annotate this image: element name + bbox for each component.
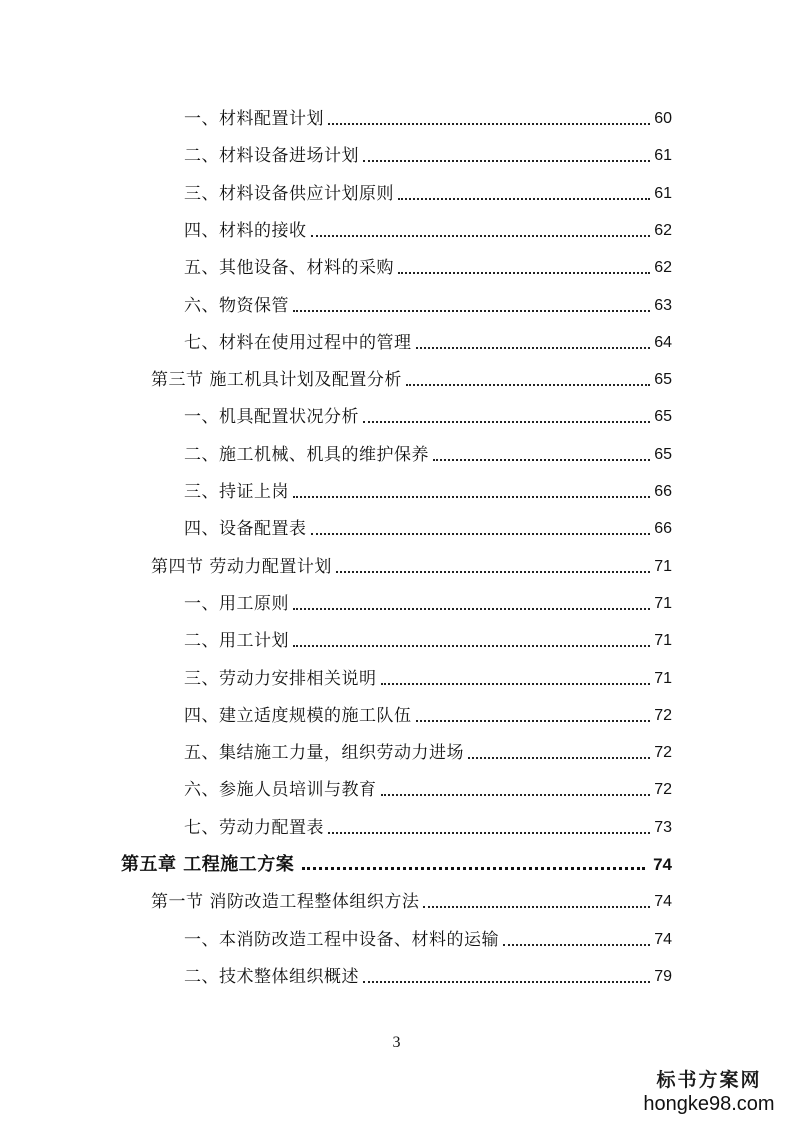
toc-section-entry[interactable] xyxy=(151,884,672,914)
toc-entry-label: 三、持证上岗 xyxy=(184,482,289,502)
toc-entry-label: 二、用工计划 xyxy=(184,631,289,652)
toc-entry-page: 71 xyxy=(654,669,672,687)
toc-section-entry[interactable] xyxy=(151,362,672,392)
toc-entry-page: 65 xyxy=(654,445,672,463)
toc-item-entry[interactable] xyxy=(184,623,672,653)
toc-entry-page: 72 xyxy=(654,781,672,799)
page-number: 3 xyxy=(392,1034,401,1051)
watermark-site-name: 标书方案网 xyxy=(656,1069,762,1091)
toc-entry-page: 62 xyxy=(654,221,672,239)
toc-item-entry[interactable] xyxy=(184,511,672,541)
toc-entry-page: 66 xyxy=(654,483,672,500)
toc-entry-page: 73 xyxy=(654,818,672,836)
toc-entry-label: 四、设备配置表 xyxy=(184,519,307,540)
watermark-logo xyxy=(639,1068,779,1116)
toc-leader-dots xyxy=(328,832,650,834)
toc-entry-label: 二、材料设备进场计划 xyxy=(184,146,359,167)
toc-item-entry[interactable] xyxy=(184,661,672,691)
toc-entry-page: 63 xyxy=(654,296,672,314)
toc-leader-dots xyxy=(293,645,650,647)
toc-entry-page: 79 xyxy=(654,967,672,985)
toc-item-entry[interactable] xyxy=(184,213,672,243)
toc-leader-dots xyxy=(433,459,650,461)
toc-entry-page: 74 xyxy=(653,855,672,874)
toc-entry-label: 四、建立适度规模的施工队伍 xyxy=(184,705,412,726)
toc-item-entry[interactable] xyxy=(184,586,672,616)
toc-item-entry[interactable] xyxy=(184,250,672,280)
toc-leader-dots xyxy=(302,867,645,870)
toc-entry-page: 61 xyxy=(654,184,672,202)
toc-entry-label: 一、机具配置状况分析 xyxy=(184,407,359,428)
toc-item-entry[interactable] xyxy=(184,437,672,467)
toc-leader-dots xyxy=(406,384,650,386)
toc-entry-page: 65 xyxy=(654,371,672,389)
toc-section-entry[interactable] xyxy=(151,549,672,579)
toc-entry-label: 二、施工机械、机具的维护保养 xyxy=(184,444,429,465)
toc-entry-label: 三、劳动力安排相关说明 xyxy=(184,668,377,689)
toc-entry-label: 七、材料在使用过程中的管理 xyxy=(184,332,412,353)
toc-entry-label: 一、用工原则 xyxy=(184,593,289,614)
toc-leader-dots xyxy=(381,794,651,796)
toc-entry-label: 第五章 工程施工方案 xyxy=(121,854,295,875)
toc-leader-dots xyxy=(416,720,651,722)
toc-item-entry[interactable] xyxy=(184,698,672,728)
toc-item-entry[interactable] xyxy=(184,959,672,989)
toc-entry-page: 72 xyxy=(654,744,672,762)
toc-entry-page: 60 xyxy=(654,110,672,127)
toc-item-entry[interactable] xyxy=(184,810,672,840)
toc-entry-page: 71 xyxy=(654,632,672,650)
toc-entry-page: 71 xyxy=(654,557,672,575)
toc-leader-dots xyxy=(398,272,650,274)
toc-chapter-entry[interactable] xyxy=(121,847,672,877)
toc-leader-dots xyxy=(363,421,650,423)
toc-leader-dots xyxy=(416,347,651,349)
toc-entry-page: 72 xyxy=(654,706,672,724)
toc-item-entry[interactable] xyxy=(184,772,672,802)
toc-entry-label: 六、物资保管 xyxy=(184,295,289,316)
toc-leader-dots xyxy=(311,533,651,535)
toc-entry-label: 一、材料配置计划 xyxy=(184,109,324,129)
toc-leader-dots xyxy=(398,198,650,200)
toc-leader-dots xyxy=(423,906,650,908)
toc-entry-page: 65 xyxy=(654,408,672,426)
toc-leader-dots xyxy=(293,608,650,610)
toc-item-entry[interactable] xyxy=(184,138,672,168)
toc-entry-label: 五、其他设备、材料的采购 xyxy=(184,258,394,279)
toc-entry-page: 66 xyxy=(654,520,672,538)
toc-entry-page: 71 xyxy=(654,594,672,612)
toc-item-entry[interactable] xyxy=(184,288,672,318)
toc-entry-label: 一、本消防改造工程中设备、材料的运输 xyxy=(184,929,499,950)
toc-item-entry[interactable] xyxy=(184,176,672,206)
toc-leader-dots xyxy=(468,757,650,759)
toc-item-entry[interactable] xyxy=(184,474,672,504)
toc-item-entry[interactable] xyxy=(184,399,672,429)
toc-item-entry[interactable] xyxy=(184,922,672,952)
toc-entry-label: 四、材料的接收 xyxy=(184,220,307,241)
toc-entry-label: 七、劳动力配置表 xyxy=(184,817,324,838)
toc-item-entry[interactable] xyxy=(184,735,672,765)
toc-leader-dots xyxy=(363,160,650,162)
toc-entry-label: 六、参施人员培训与教育 xyxy=(184,780,377,801)
toc-item-entry[interactable] xyxy=(184,101,672,131)
toc-leader-dots xyxy=(293,310,650,312)
toc-leader-dots xyxy=(336,571,650,573)
toc-entry-page: 61 xyxy=(654,147,672,165)
toc-entry-label: 第四节 劳动力配置计划 xyxy=(151,556,332,577)
toc-entry-label: 三、材料设备供应计划原则 xyxy=(184,183,394,204)
toc-leader-dots xyxy=(311,235,651,237)
toc-leader-dots xyxy=(503,944,650,946)
toc-entry-page: 74 xyxy=(654,893,672,911)
toc-item-entry[interactable] xyxy=(184,325,672,355)
watermark-url: hongke98.com xyxy=(643,1093,775,1115)
toc-leader-dots xyxy=(363,981,650,983)
toc-entry-label: 二、技术整体组织概述 xyxy=(184,966,359,987)
toc-entry-page: 74 xyxy=(654,930,672,948)
toc-entry-label: 第三节 施工机具计划及配置分析 xyxy=(151,370,402,391)
toc-entry-label: 第一节 消防改造工程整体组织方法 xyxy=(151,892,420,913)
toc-entry-page: 64 xyxy=(654,333,672,351)
toc-entry-label: 五、集结施工力量，组织劳动力进场 xyxy=(184,743,464,764)
toc-entry-page: 62 xyxy=(654,259,672,277)
toc-leader-dots xyxy=(381,683,651,685)
toc-leader-dots xyxy=(328,123,650,125)
toc-leader-dots xyxy=(293,496,650,498)
